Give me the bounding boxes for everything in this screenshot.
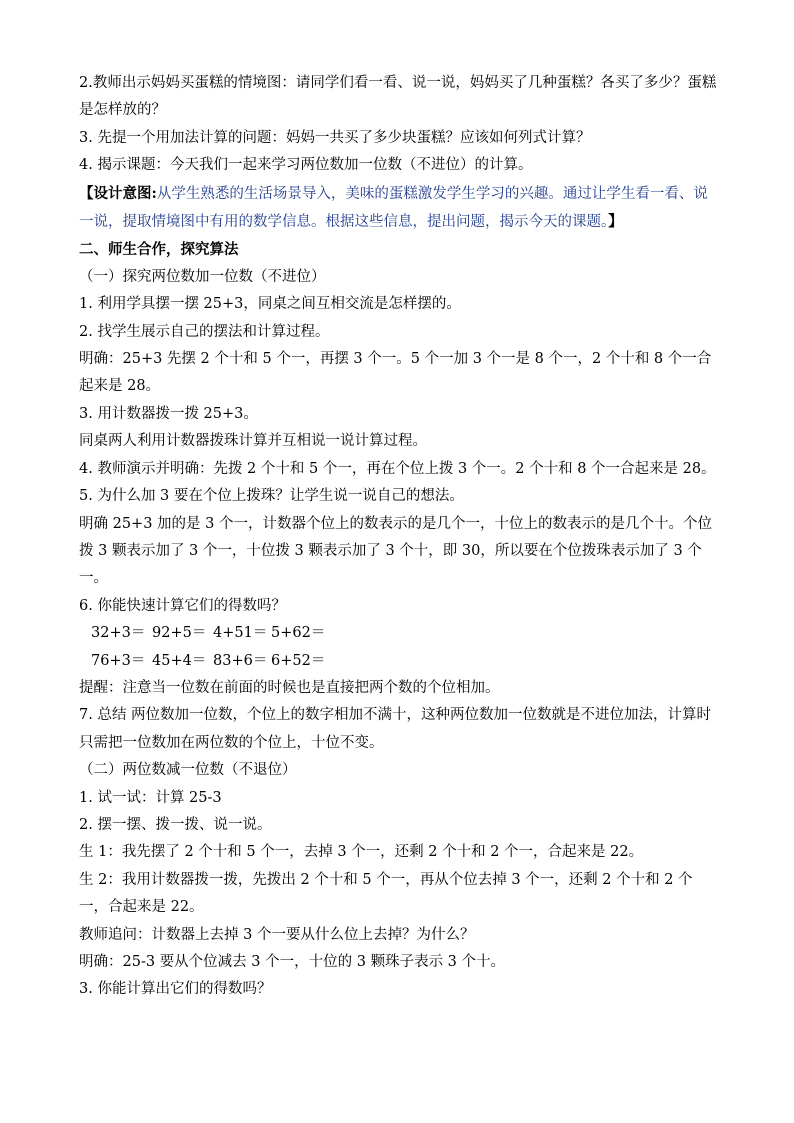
paragraph: 生 1：我先摆了 2 个十和 5 个一，去掉 3 个一，还剩 2 个十和 2 个一，合起来是 22。 [79, 844, 644, 861]
document-body [79, 70, 719, 1004]
paragraph: 明确 25+3 加的是 3 个一，计数器个位上的数表示的是几个一，十位上的数表示的是几个十。个位拨 3 颗表示加了 3 个一，十位拨 3 颗表示加了 3 个十，即 30，所以要在个位拨珠表示加了 3 个一。 [79, 515, 712, 587]
paragraph: 同桌两人利用计数器拨珠计算并互相说一说计算过程。 [79, 433, 427, 450]
exercise-item: 76+3＝ [91, 652, 146, 669]
paragraph: 3. 用计数器拨一拨 25+3。 [79, 405, 258, 422]
paragraph: 提醒：注意当一位数在前面的时候也是直接把两个数的个位相加。 [79, 679, 500, 696]
paragraph: 7. 总结 两位数加一位数，个位上的数字相加不满十，这种两位数加一位数就是不进位加法，计算时只需把一位数加在两位数的个位上，十位不变。 [79, 707, 712, 751]
design-intent-label: 【设计意图: [79, 184, 157, 202]
design-intent-paragraph [79, 180, 719, 237]
exercise-item: 32+3＝ [91, 625, 146, 642]
paragraph: 生 2：我用计数器拨一拨，先拨出 2 个十和 5 个一，再从个位去掉 3 个一，还剩 2 个十和 2 个一，合起来是 22。 [79, 871, 693, 916]
subsection-heading: （一）探究两位数加一位数（不进位） [79, 268, 326, 285]
design-intent-text: 从学生熟悉的生活场景导入，美味的蛋糕激发学生学习的兴趣。通过让学生看一看、说一说，提取情境图中有用的数学信息。根据这些信息，提出问题，揭示今天的课题。 [79, 185, 708, 231]
paragraph: 1. 利用学具摆一摆 25+3，同桌之间互相交流是怎样摆的。 [79, 296, 461, 313]
paragraph: 6. 你能快速计算它们的得数吗？ [79, 597, 286, 614]
paragraph: 2. 摆一摆、拨一拨、说一说。 [79, 816, 272, 833]
exercise-item: 92+5＝ [152, 625, 207, 642]
paragraph: 5. 为什么加 3 要在个位上拨珠？让学生说一说自己的想法。 [79, 488, 464, 505]
exercise-item: 6+52＝ [271, 652, 326, 669]
paragraph: 2. 找学生展示自己的摆法和计算过程。 [79, 323, 330, 340]
exercise-item: 5+62＝ [271, 625, 326, 642]
paragraph: 1. 试一试：计算 25-3 [79, 789, 222, 806]
paragraph: 教师追问：计数器上去掉 3 个一要从什么位上去掉？为什么？ [79, 926, 475, 943]
exercise-item: 83+6＝ [213, 652, 268, 669]
section-heading: 二、师生合作，探究算法 [79, 241, 239, 259]
exercise-item: 4+51＝ [213, 625, 268, 642]
paragraph: 2.教师出示妈妈买蛋糕的情境图：请同学们看一看、说一说，妈妈买了几种蛋糕？各买了多少？蛋糕是怎样放的？ [79, 75, 717, 119]
paragraph: 明确：25+3 先摆 2 个十和 5 个一，再摆 3 个一。5 个一加 3 个一是 8 个一，2 个十和 8 个一合起来是 28。 [79, 351, 712, 395]
paragraph: 3. 你能计算出它们的得数吗？ [79, 981, 272, 998]
design-intent-close: 】 [608, 213, 623, 231]
paragraph: 3. 先提一个用加法计算的问题：妈妈一共买了多少块蛋糕？应该如何列式计算？ [79, 129, 591, 146]
exercise-row [79, 620, 719, 647]
paragraph: 明确：25-3 要从个位减去 3 个一，十位的 3 颗珠子表示 3 个十。 [79, 954, 506, 970]
paragraph: 4. 教师演示并明确：先拨 2 个十和 5 个一，再在个位上拨 3 个一。2 个十和 8 个一合起来是 28。 [79, 460, 716, 477]
subsection-heading: （二）两位数减一位数（不退位） [79, 762, 297, 779]
exercise-item: 45+4＝ [152, 652, 207, 669]
paragraph: 4. 揭示课题：今天我们一起来学习两位数加一位数（不进位）的计算。 [79, 157, 533, 174]
exercise-row [79, 648, 719, 675]
